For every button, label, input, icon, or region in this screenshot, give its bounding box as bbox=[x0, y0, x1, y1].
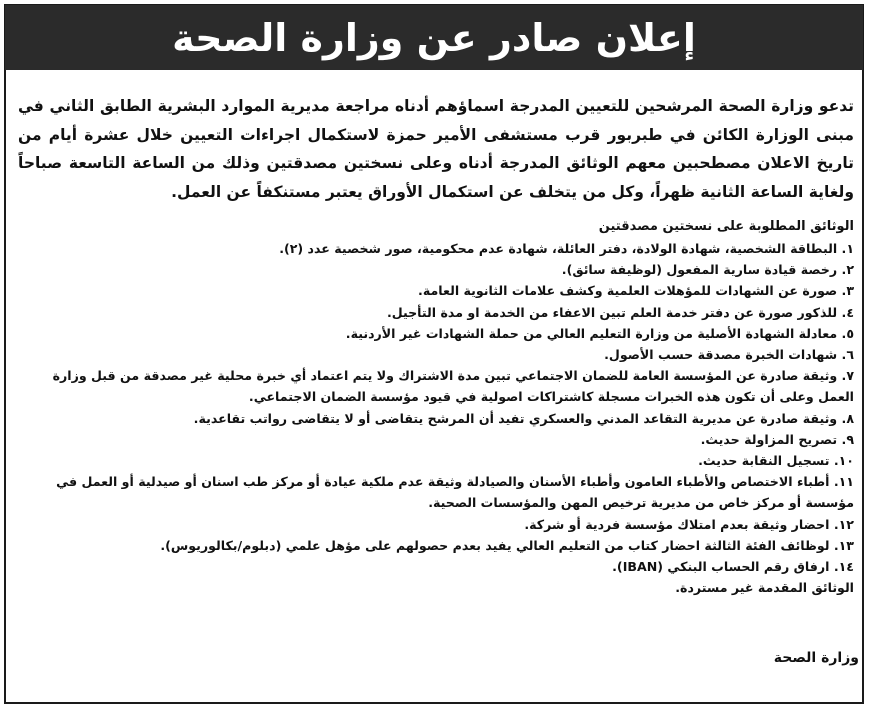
document-item: ٨. وثيقة صادرة عن مديرية التقاعد المدني والعسكري تفيد أن المرشح يتقاضى أو لا يتقاضى رواتب تقاعدية. bbox=[193, 410, 854, 426]
document-item: ١٤. ارفاق رقم الحساب البنكي (IBAN). bbox=[612, 559, 854, 575]
document-item: ٧. وثيقة صادرة عن المؤسسة العامة للضمان الاجتماعي تبين مدة الاشتراك ولا يتم اعتماد أي خبرة محلية غير مصدقة من قبل وزارة العمل وعلى أن تكون هذه الخبرات مسجلة كاشتراكات اصولية في قيود مؤسسة الضمان الاجتماعي. bbox=[52, 368, 854, 405]
document-item: ٥. معادلة الشهادة الأصلية من وزارة التعليم العالي من حملة الشهادات غير الأردنية. bbox=[345, 325, 854, 341]
announcement-body bbox=[18, 92, 854, 598]
signature: وزارة الصحة bbox=[773, 650, 859, 666]
document-item: ٢. رخصة قيادة سارية المفعول (لوظيفة سائق). bbox=[561, 262, 854, 278]
document-item: ١٢. احضار وثيقة بعدم امتلاك مؤسسة فردية أو شركة. bbox=[524, 516, 854, 532]
title-banner bbox=[5, 5, 863, 70]
document-item: ٩. تصريح المزاولة حديث. bbox=[700, 431, 854, 447]
document-item: ١١. أطباء الاختصاص والأطباء العامون وأطباء الأسنان والصيادلة وثيقة عدم ملكية عيادة أو مركز طب اسنان أو صيدلية أو العمل في مؤسسة أو مركز خاص من مديرية ترخيص المهن والمؤسسات الصحية. bbox=[56, 474, 854, 511]
document-item: ١٠. تسجيل النقابة حديث. bbox=[698, 453, 854, 469]
intro-paragraph: تدعو وزارة الصحة المرشحين للتعيين المدرجة اسماؤهم أدناه مراجعة مديرية الموارد البشرية الطابق الثاني في مبنى الوزارة الكائن في طبربور قرب مستشفى الأمير حمزة لاستكمال اجراءات التعيين خلال عشرة أيام من تاريخ الاعلان مصطحبين معهم الوثائق المدرجة أدناه وعلى نسختين مصدقتين وذلك من الساعة التاسعة صباحاً ولغاية الساعة الثانية ظهراً، وكل من يتخلف عن استكمال الأوراق يعتبر مستنكفاً عن العمل. bbox=[18, 97, 854, 201]
document-item: ٦. شهادات الخبرة مصدقة حسب الأصول. bbox=[604, 347, 854, 363]
documents-heading: الوثائق المطلوبة على نسختين مصدقتين bbox=[598, 219, 854, 234]
documents-list bbox=[18, 238, 854, 577]
document-item: ٤. للذكور صورة عن دفتر خدمة العلم تبين الاعفاء من الخدمة او مدة التأجيل. bbox=[386, 304, 854, 320]
document-item: ٣. صورة عن الشهادات للمؤهلات العلمية وكشف علامات الثانوية العامة. bbox=[418, 283, 854, 299]
documents-note: الوثائق المقدمة غير مستردة. bbox=[675, 580, 854, 596]
document-item: ١٣. لوظائف الفئة الثالثة احضار كتاب من التعليم العالي يفيد بعدم حصولهم على مؤهل علمي (دبلوم/بكالوريوس). bbox=[160, 537, 854, 553]
document-item: ١. البطاقة الشخصية، شهادة الولادة، دفتر العائلة، شهادة عدم محكومية، صور شخصية عدد (٢). bbox=[279, 241, 854, 256]
announcement-title: إعلان صادر عن وزارة الصحة bbox=[172, 15, 696, 60]
